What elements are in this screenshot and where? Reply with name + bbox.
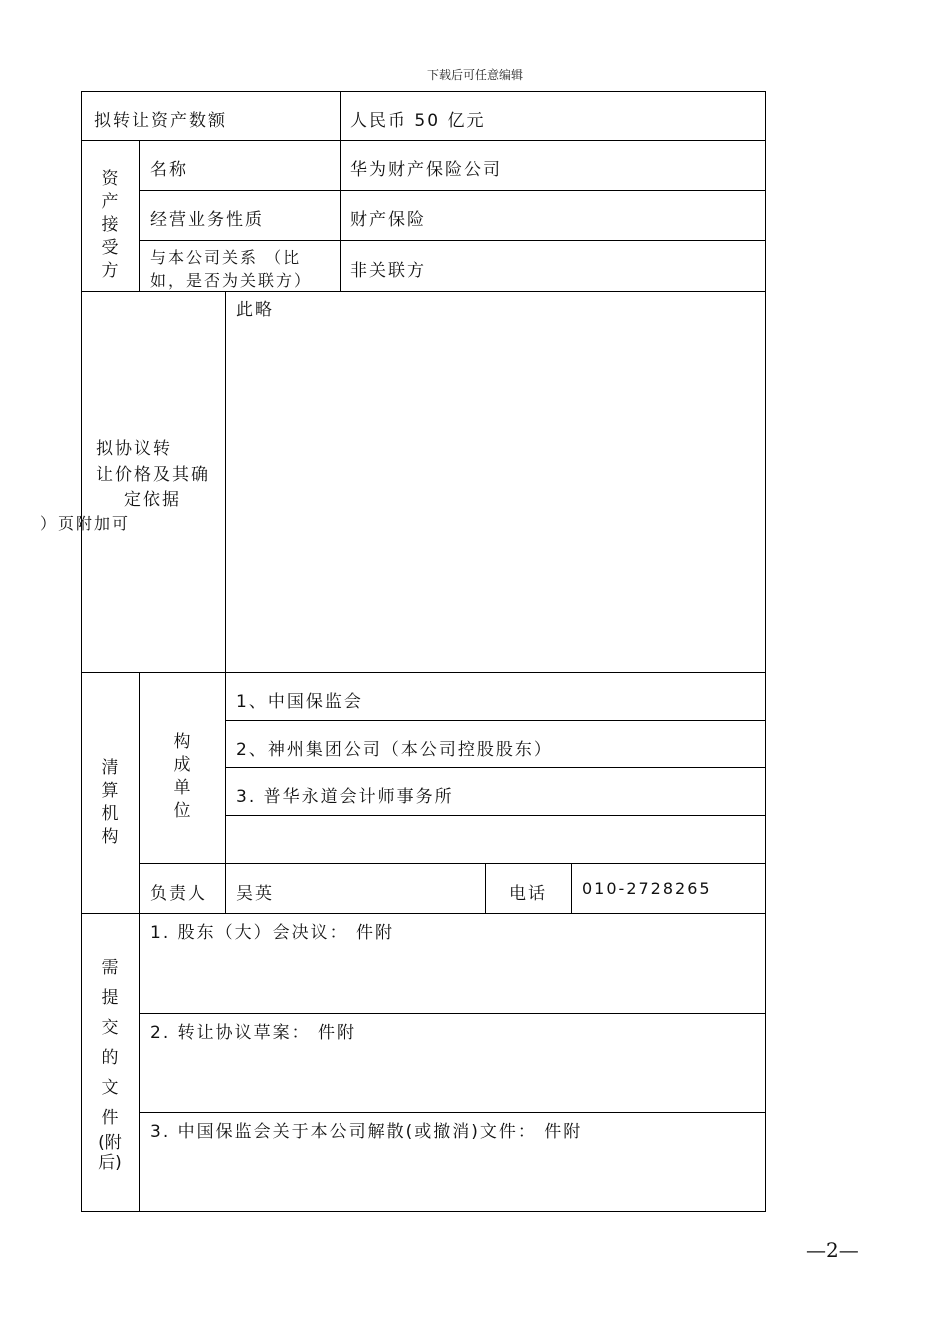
liquidation-section-label: 清 算 机 构 <box>101 758 119 847</box>
members-label: 构 成 单 位 <box>173 732 191 821</box>
asset-amount-label: 拟转让资产数额 <box>94 111 227 131</box>
receiver-name-label: 名称 <box>150 160 188 180</box>
document-item-1: 1. 股东（大）会决议： 件附 <box>150 923 395 943</box>
member-3: 3. 普华永道会计师事务所 <box>236 787 454 807</box>
receiver-relation-value: 非关联方 <box>350 261 426 281</box>
receiver-name-value: 华为财产保险公司 <box>350 160 502 180</box>
head-value: 吴英 <box>236 884 274 904</box>
receiver-relation-label-line2: 如，是否为关联方） <box>150 271 313 290</box>
head-label: 负责人 <box>150 884 207 904</box>
receiver-business-label: 经营业务性质 <box>150 210 264 230</box>
transfer-price-value: 此略 <box>236 300 274 320</box>
transfer-price-label-line3: 定依据 <box>124 490 181 510</box>
receiver-business-value: 财产保险 <box>350 210 426 230</box>
receiver-section-label: 资 产 接 受 方 <box>101 169 119 281</box>
transfer-price-label-line2: 让价格及其确 <box>96 465 210 485</box>
asset-amount-value: 人民币 50 亿元 <box>350 111 486 131</box>
phone-value: 010-2728265 <box>582 879 712 898</box>
receiver-relation-label-line1: 与本公司关系 （比 <box>150 248 302 267</box>
member-2: 2、神州集团公司（本公司控股股东） <box>236 740 553 760</box>
transfer-price-side-note: ）页附加可 <box>40 514 131 533</box>
transfer-price-label-line1: 拟协议转 <box>96 439 172 459</box>
page-number: —2— <box>806 1238 859 1262</box>
member-1: 1、中国保监会 <box>236 692 363 712</box>
document-item-3: 3. 中国保监会关于本公司解散(或撤消)文件： 件附 <box>150 1122 583 1142</box>
phone-label: 电话 <box>509 884 547 904</box>
header-note: 下载后可任意编辑 <box>426 68 523 82</box>
documents-section-label: 需 提 交 的 文 件 (附 后) <box>98 958 122 1173</box>
document-item-2: 2. 转让协议草案： 件附 <box>150 1023 357 1043</box>
